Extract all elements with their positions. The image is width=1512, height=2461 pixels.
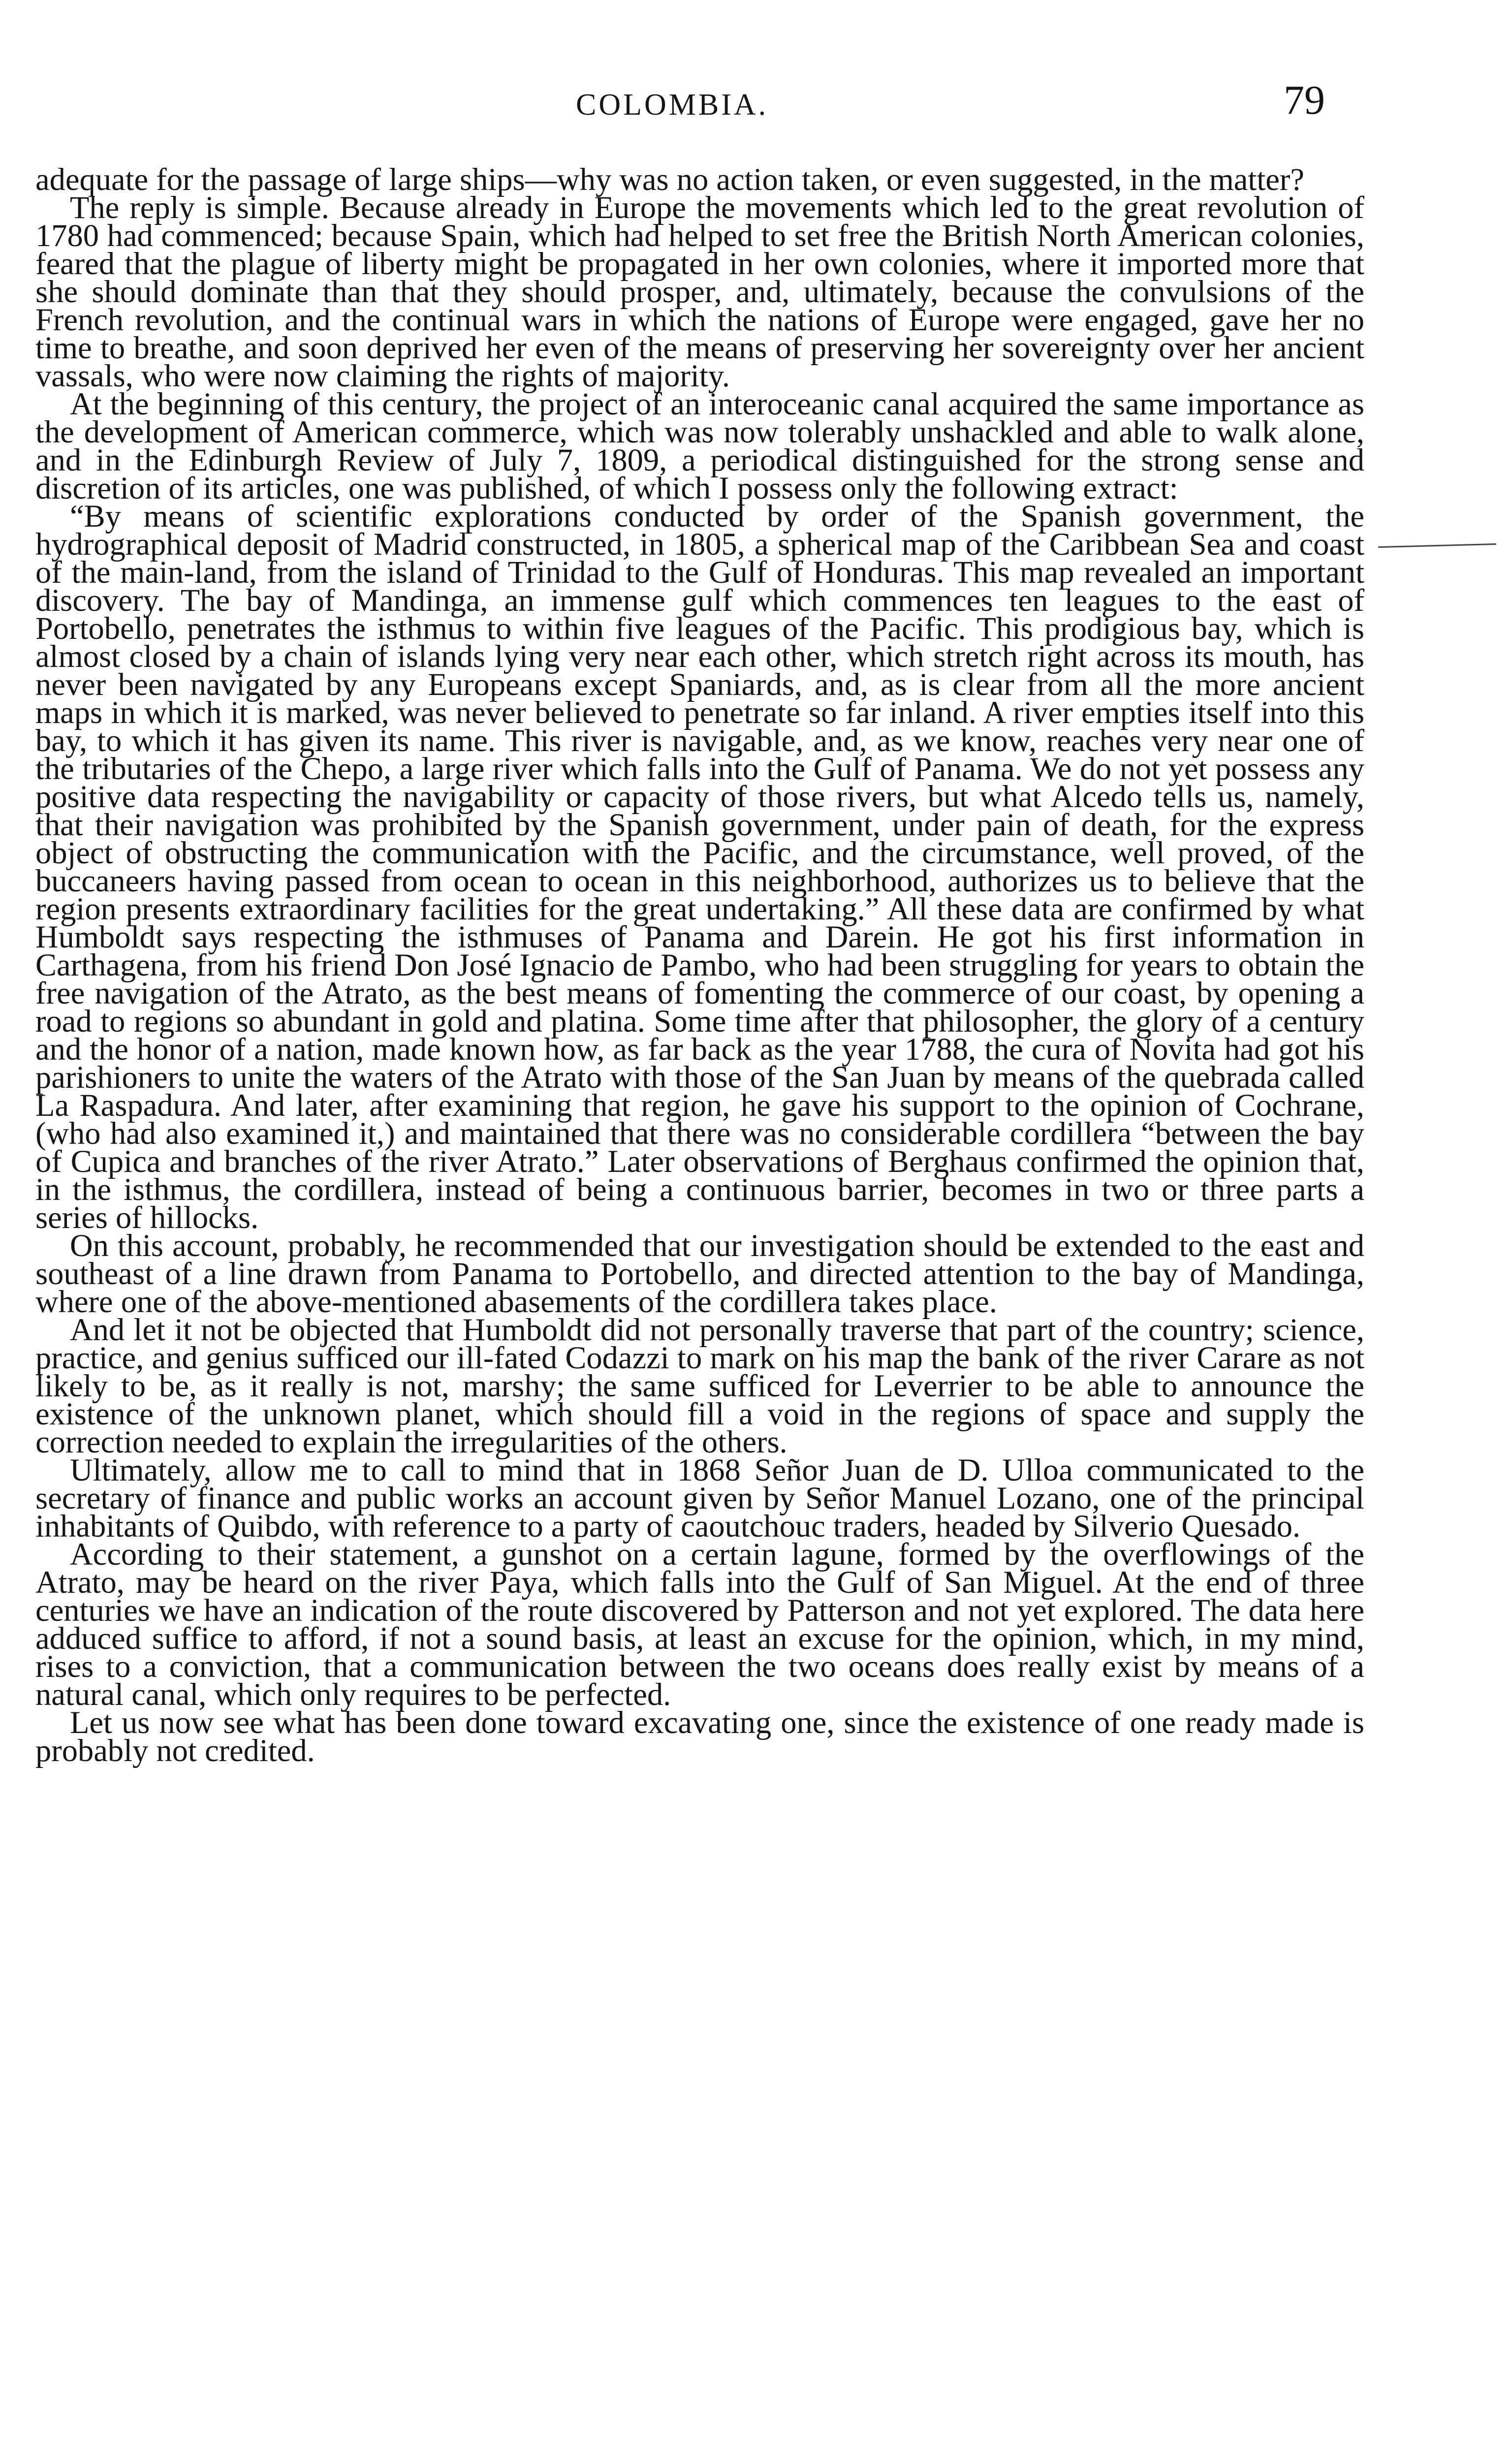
paragraph: On this account, probably, he recommended that our investigation should be extended to the east and southeast of a line drawn from Panama to Portobello, and directed attention to the bay of Mandinga, where one of the above-mentioned abasements of the cordillera takes place.	[35, 1228, 1364, 1319]
paragraph: And let it not be objected that Humboldt did not personally traverse that part of the country; science, practice, and genius sufficed our ill-fated Codazzi to mark on his map the bank of the river Carare as not likely to be, as it really is not, marshy; the same sufficed for Leverrier to be able to announce the existence of the unknown planet, which should fill a void in the regions of space and supply the correction needed to explain the irregularities of the others.	[35, 1312, 1364, 1459]
body-text	[35, 162, 1364, 1768]
running-head: COLOMBIA.	[576, 88, 769, 122]
paragraph: “By means of scientific explorations conducted by order of the Spanish government, the hydrographical deposit of Madrid constructed, in 1805, a spherical map of the Caribbean Sea and coast of the main-land, from the island of Trinidad to the Gulf of Honduras. This map revealed an important discovery. The bay of Mandinga, an immense gulf which commences ten leagues to the east of Portobello, penetrates the isthmus to within five leagues of the Pacific. This prodigious bay, which is almost closed by a chain of islands lying very near each other, which stretch right across its mouth, has never been navigated by any Europeans except Spaniards, and, as is clear from all the more ancient maps in which it is marked, was never believed to penetrate so far inland. A river empties itself into this bay, to which it has given its name. This river is navigable, and, as we know, reaches very near one of the tributaries of the Chepo, a large river which falls into the Gulf of Panama. We do not yet possess any positive data respecting the navigability or capacity of those rivers, but what Alcedo tells us, namely, that their navigation was prohibited by the Spanish government, under pain of death, for the express object of obstructing the communication with the Pacific, and the circumstance, well proved, of the buccaneers having passed from ocean to ocean in this neighborhood, authorizes us to believe that the region presents extraordinary facilities for the great undertaking.” All these data are confirmed by what Humboldt says respecting the isthmuses of Panama and Darein. He got his first information in Carthagena, from his friend Don José Ignacio de Pambo, who had been struggling for years to obtain the free navigation of the Atrato, as the best means of fomenting the commerce of our coast, by opening a road to regions so abundant in gold and platina. Some time after that philosopher, the glory of a century and the honor of a nation, made known how, as far back as the year 1788, the cura of Novita had got his parishioners to unite the waters of the Atrato with those of the San Juan by means of the quebrada called La Raspadura. And later, after examining that region, he gave his support to the opinion of Cochrane, (who had also examined it,) and maintained that there was no considerable cordillera “between the bay of Cupica and branches of the river Atrato.” Later observations of Berghaus confirmed the opinion that, in the isthmus, the cordillera, instead of being a continuous barrier, becomes in two or three parts a series of hillocks.	[35, 499, 1364, 1235]
paragraph: Let us now see what has been done toward excavating one, since the existence of one ready made is probably not credited.	[35, 1705, 1364, 1768]
paragraph: At the beginning of this century, the project of an interoceanic canal acquired the same importance as the development of American commerce, which was now tolerably unshackled and able to walk alone, and in the Edinburgh Review of July 7, 1809, a periodical distinguished for the strong sense and discretion of its articles, one was published, of which I possess only the following extract:	[35, 386, 1364, 505]
page-number: 79	[1284, 77, 1325, 123]
paragraph: The reply is simple. Because already in Europe the movements which led to the great revolution of 1780 had commenced; because Spain, which had helped to set free the British North American colonies, feared that the plague of liberty might be propagated in her own colonies, where it imported more that she should dominate than that they should prosper, and, ultimately, because the convulsions of the French revolution, and the continual wars in which the nations of Europe were engaged, gave her no time to breathe, and soon deprived her even of the means of preserving her sovereignty over her ancient vassals, who were now claiming the rights of majority.	[35, 190, 1364, 393]
paragraph: Ultimately, allow me to call to mind that in 1868 Señor Juan de D. Ulloa communicated to the secretary of finance and public works an account given by Señor Manuel Lozano, one of the principal inhabitants of Quibdo, with reference to a party of caoutchouc traders, headed by Silverio Quesado.	[35, 1452, 1364, 1544]
paragraph: adequate for the passage of large ships—why was no action taken, or even suggested, in the matter?	[35, 162, 1304, 197]
margin-pencil-mark	[1378, 543, 1496, 548]
paragraph: According to their statement, a gunshot on a certain lagune, formed by the overflowings of the Atrato, may be heard on the river Paya, which falls into the Gulf of San Miguel. At the end of three centuries we have an indication of the route discovered by Patterson and not yet explored. The data here adduced suffice to afford, if not a sound basis, at least an excuse for the opinion, which, in my mind, rises to a conviction, that a communication between the two oceans does really exist by means of a natural canal, which only requires to be perfected.	[35, 1537, 1364, 1712]
